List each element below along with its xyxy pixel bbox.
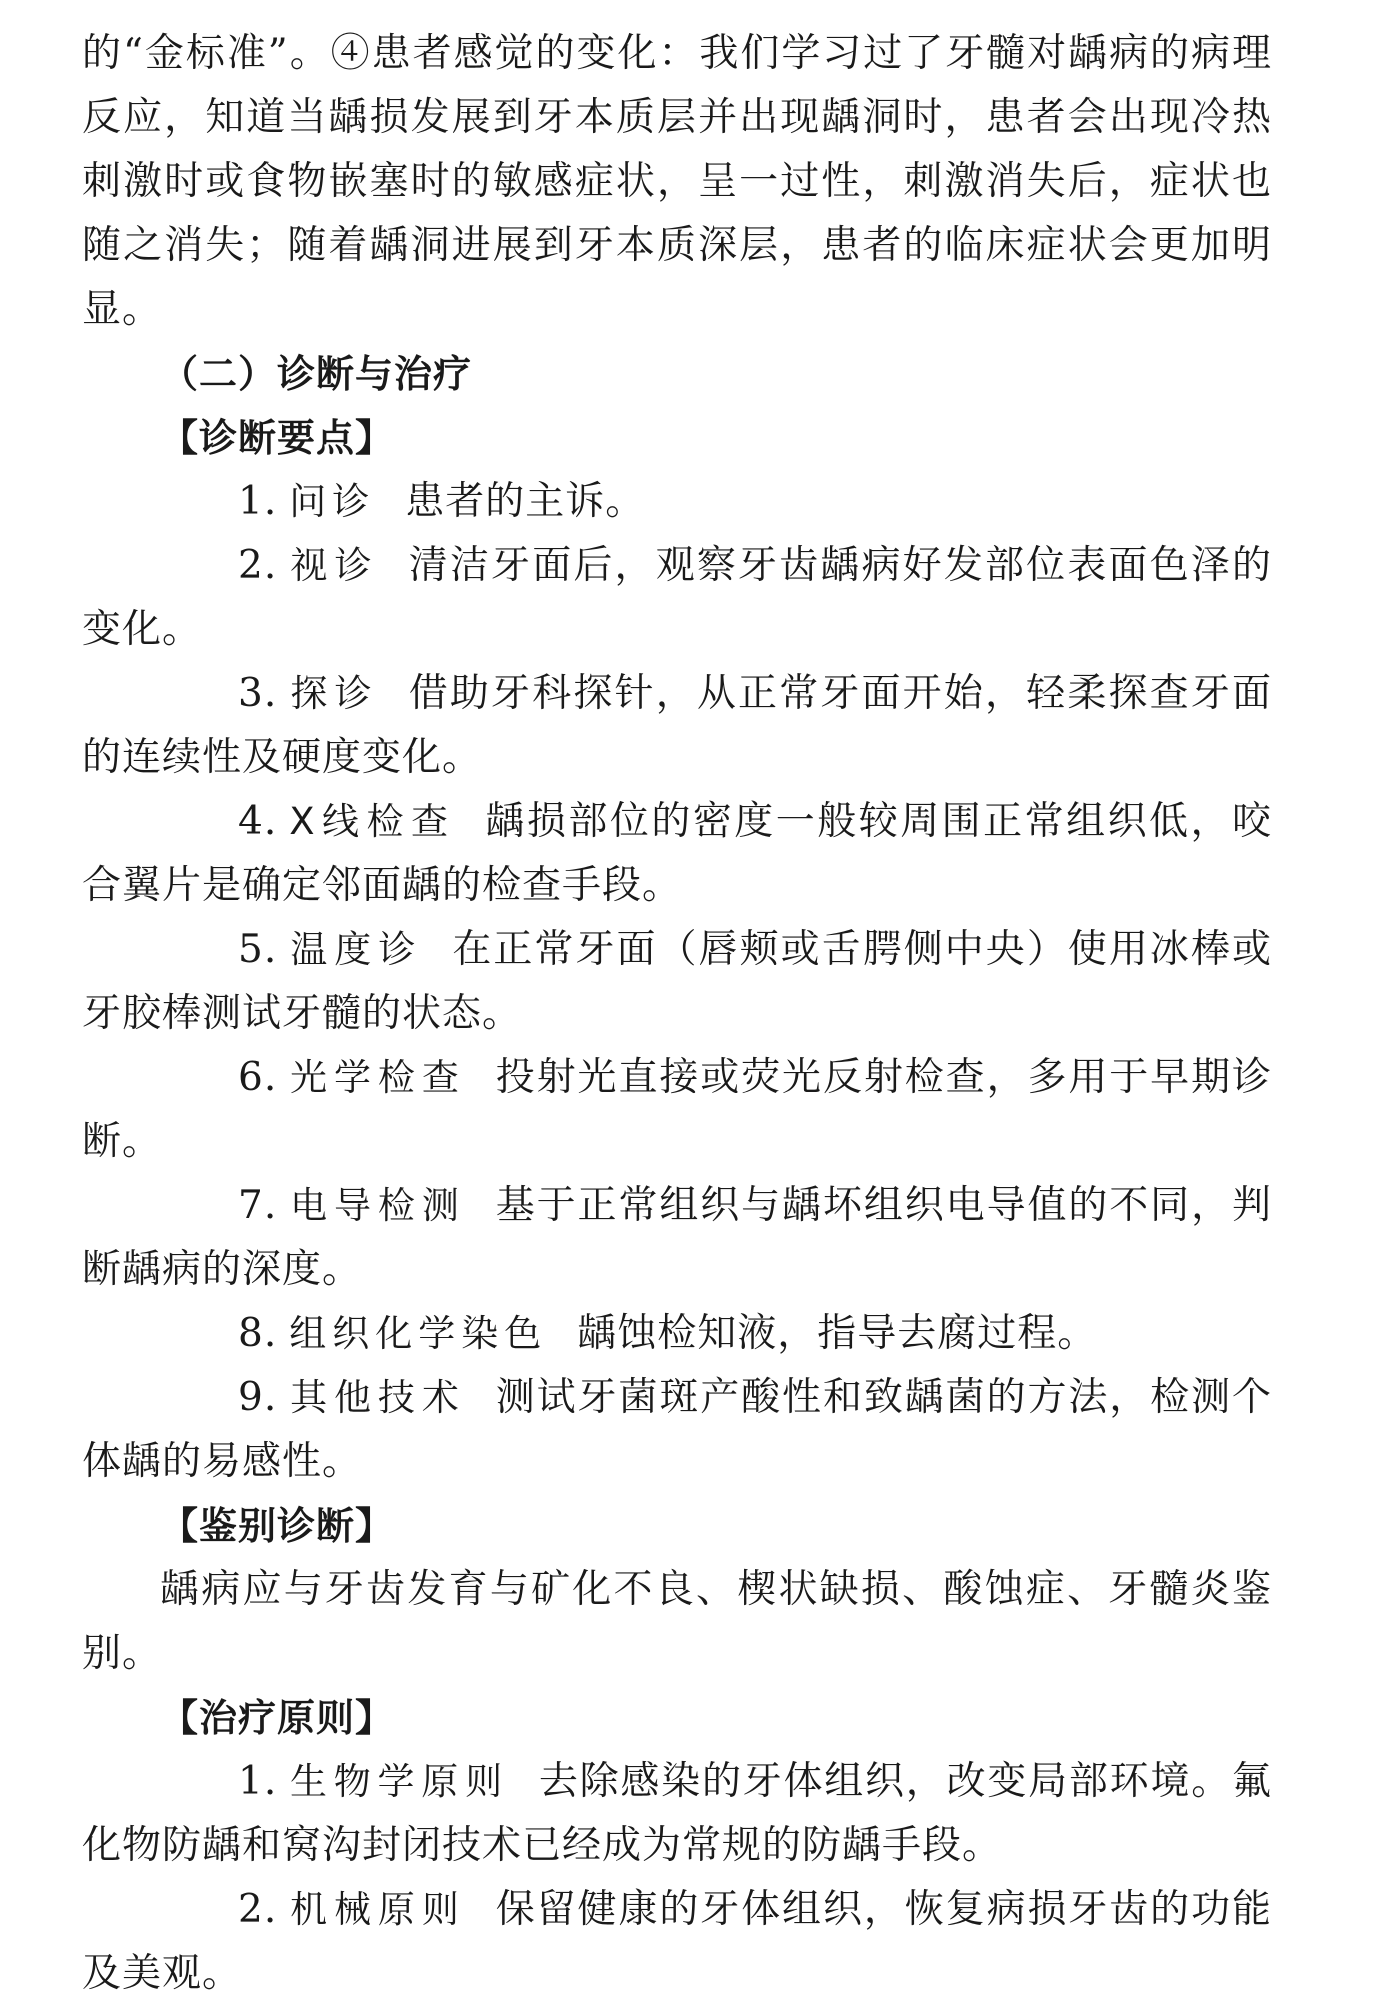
section-title: （二）诊断与治疗 <box>160 352 473 396</box>
item-text: 在正常牙面（唇颊或舌腭侧中央）使用冰棒或牙胶棒测试牙髓的状态。 <box>82 927 1272 1036</box>
item-term: 机械原则 <box>289 1888 466 1931</box>
item-text: 去除感染的牙体组织，改变局部环境。氟化物防龋和窝沟封闭技术已经成为常规的防龋手段。 <box>82 1759 1272 1868</box>
diagnosis-item-4 <box>82 790 1272 918</box>
treatment-heading: 【治疗原则】 <box>160 1696 395 1740</box>
item-number: 7. <box>238 1183 278 1228</box>
item-term: 光学检查 <box>289 1056 466 1099</box>
diagnosis-item-1 <box>82 470 1272 534</box>
item-term: 探诊 <box>289 672 379 715</box>
differential-heading: 【鉴别诊断】 <box>160 1504 395 1548</box>
item-term: 视诊 <box>289 544 379 587</box>
item-number: 9. <box>238 1375 278 1420</box>
item-text: 龋蚀检知液，指导去腐过程。 <box>577 1311 1098 1356</box>
differential-paragraph: 龋病应与牙齿发育与矿化不良、楔状缺损、酸蚀症、牙髓炎鉴别。 <box>82 1567 1272 1676</box>
item-number: 3. <box>238 671 278 716</box>
item-number: 2. <box>238 543 278 588</box>
item-term: 生物学原则 <box>289 1760 509 1803</box>
item-number: 4. <box>238 799 278 844</box>
intro-paragraph: 的“金标准”。④患者感觉的变化：我们学习过了牙髓对龋病的病理反应，知道当龋损发展到牙本质层并出现龋洞时，患者会出现冷热刺激时或食物嵌塞时的敏感症状，呈一过性，刺激消失后，症状也随之消失；随着龋洞进展到牙本质深层，患者的临床症状会更加明显。 <box>82 31 1272 332</box>
diagnosis-item-6 <box>82 1046 1272 1174</box>
item-text: 清洁牙面后，观察牙齿龋病好发部位表面色泽的变化。 <box>82 543 1272 652</box>
item-number: 8. <box>238 1311 278 1356</box>
item-number: 1. <box>238 1759 278 1804</box>
item-term: 温度诊 <box>289 928 423 971</box>
treatment-item-2 <box>82 1878 1272 2006</box>
item-number: 2. <box>238 1887 278 1932</box>
item-term: 其他技术 <box>289 1376 466 1419</box>
item-text: 患者的主诉。 <box>405 479 646 524</box>
diagnosis-heading: 【诊断要点】 <box>160 416 395 460</box>
item-number: 1. <box>238 479 278 524</box>
diagnosis-item-3 <box>82 662 1272 790</box>
item-text: 借助牙科探针，从正常牙面开始，轻柔探查牙面的连续性及硬度变化。 <box>82 671 1272 780</box>
item-text: 基于正常组织与龋坏组织电导值的不同，判断龋病的深度。 <box>82 1183 1272 1292</box>
diagnosis-item-9 <box>82 1366 1272 1494</box>
item-text: 测试牙菌斑产酸性和致龋菌的方法，检测个体龋的易感性。 <box>82 1375 1272 1484</box>
document-page <box>82 22 1272 2006</box>
item-term: 问诊 <box>289 480 376 523</box>
diagnosis-item-5 <box>82 918 1272 1046</box>
item-number: 5. <box>238 927 278 972</box>
item-text: 投射光直接或荧光反射检查，多用于早期诊断。 <box>82 1055 1272 1164</box>
treatment-item-1 <box>82 1750 1272 1878</box>
item-term: 组织化学染色 <box>289 1312 548 1355</box>
item-number: 6. <box>238 1055 278 1100</box>
item-term: 电导检测 <box>289 1184 466 1227</box>
diagnosis-item-2 <box>82 534 1272 662</box>
diagnosis-item-7 <box>82 1174 1272 1302</box>
diagnosis-item-8 <box>82 1302 1272 1366</box>
item-text: 保留健康的牙体组织，恢复病损牙齿的功能及美观。 <box>82 1887 1272 1996</box>
item-text: 龋损部位的密度一般较周围正常组织低，咬合翼片是确定邻面龋的检查手段。 <box>82 799 1272 908</box>
item-term: X线检查 <box>289 800 456 843</box>
